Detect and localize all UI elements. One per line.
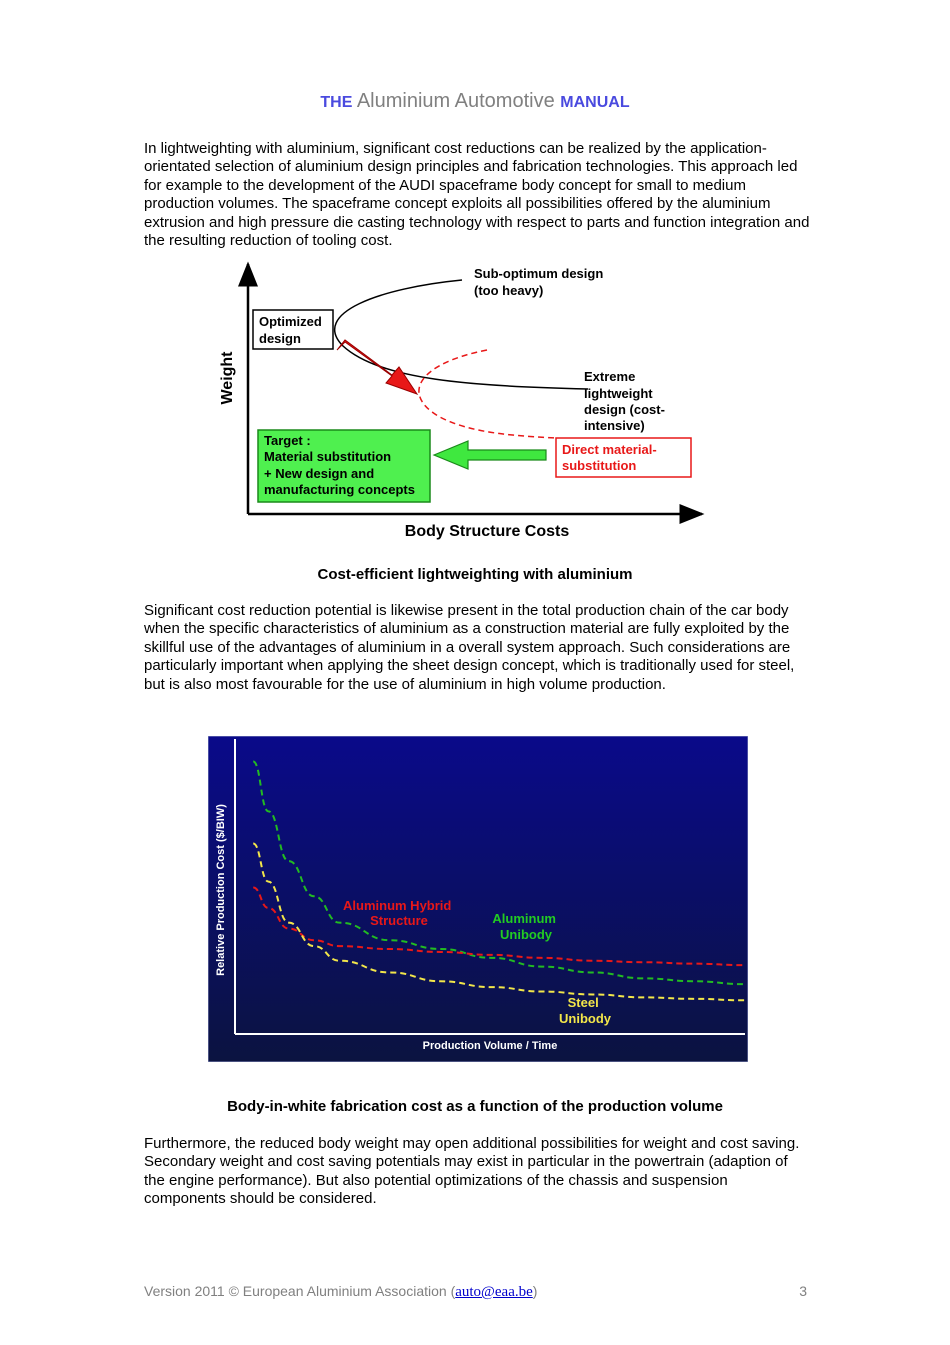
footer-text: Version 2011 © European Aluminium Association ( [144,1283,456,1299]
sub-optimum-label: Sub-optimum design (too heavy) [474,266,604,298]
label-aluminum-unibody: Aluminum Unibody [492,911,556,942]
paragraph-1: In lightweighting with aluminium, significant cost reductions can be realized by the application-orientated selection of aluminium design principles and fabrication technologies. This approach led for example to the development of the AUDI spaceframe body concept for small to medium production volumes. The spaceframe concept exploits all possibilities offered by the aluminium extrusion and high pressure die casting technology with respect to parts and function integration and the resulting reduction of tooling cost. [144,140,810,250]
target-label: Target : Material substitution + New design and manufacturing concepts [264,433,415,497]
footer-email-link[interactable]: auto@eaa.be [455,1284,533,1300]
direct-substitution-label: Direct material- substitution [562,442,657,473]
page-number: 3 [799,1283,807,1299]
x-axis-label: Body Structure Costs [404,523,570,540]
design-curve [335,280,588,389]
chart-xlabel: Production Volume / Time [422,1040,558,1052]
page-footer [144,1283,807,1301]
extreme-design-label: Extreme lightweight design (cost- intensive) [584,369,665,433]
header-suffix: MANUAL [560,94,630,111]
header-prefix: THE [320,94,353,111]
optimization-arrow [337,340,417,394]
figure1-caption: Cost-efficient lightweighting with aluminium [317,566,633,583]
header-title: Aluminium Automotive [356,90,555,112]
substitution-curve [419,350,556,438]
production-cost-chart [208,736,748,1062]
substitution-arrow [434,441,546,469]
label-hybrid: Aluminum Hybrid Structure [343,898,452,928]
label-steel-unibody: Steel Unibody [559,995,611,1026]
optimized-design-label: Optimized design [259,314,322,346]
lightweighting-diagram [200,258,720,548]
paragraph-3: Furthermore, the reduced body weight may open additional possibilities for weight and cost saving. Secondary weight and cost saving potentials may exist in particular in the powertrain (adaption of the engine performance). But also potential optimizations of the chassis and suspension components should be considered. [144,1135,800,1208]
figure2-caption: Body-in-white fabrication cost as a function of the production volume [227,1098,723,1115]
y-axis-label: Weight [219,351,236,405]
chart-background [208,736,748,1062]
chart-ylabel: Relative Production Cost ($/BIW) [215,804,227,976]
page-header [0,90,950,113]
paragraph-2: Significant cost reduction potential is likewise present in the total production chain of the car body when the specific characteristics of aluminium as a construction material are fully exploited by the skillful use of the advantages of aluminium in a overall system approach. Such considerations are particularly important when applying the sheet design concept, which is traditionally used for steel, but is also most favourable for the use of aluminium in high volume production. [144,602,795,693]
footer-close: ) [532,1283,538,1299]
